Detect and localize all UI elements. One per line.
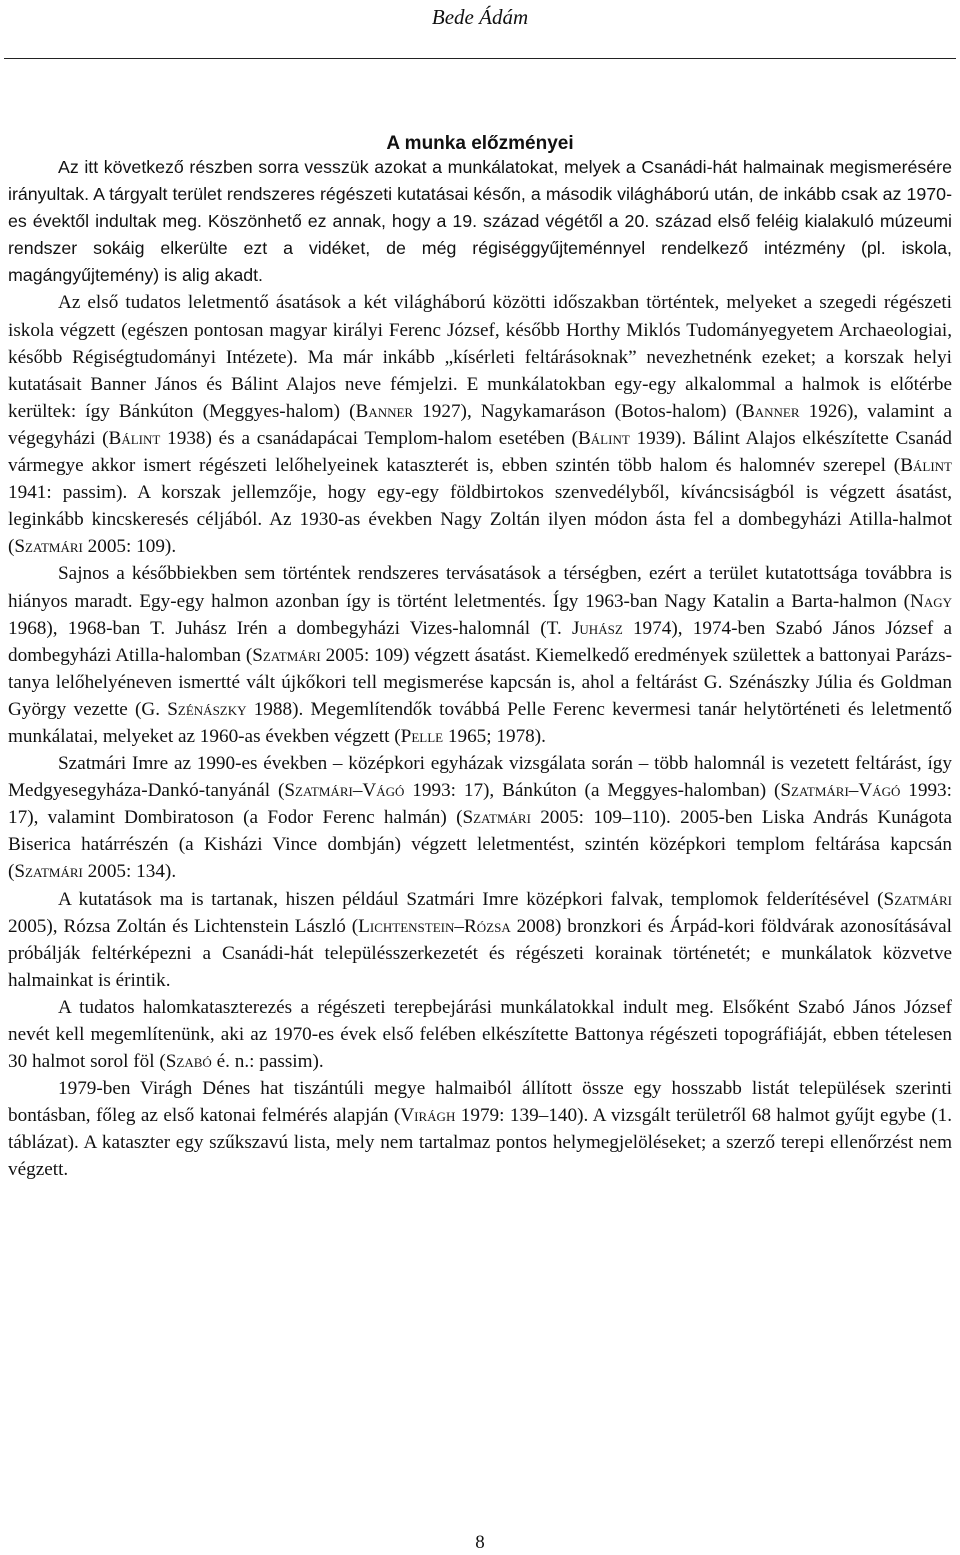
citation-author: Bálint	[900, 455, 952, 477]
citation-author: Virágh	[400, 1105, 456, 1127]
text-run: 1993: 17), Bánkúton (a Meggyes-halomban) (	[404, 780, 781, 802]
citation-author: Banner	[741, 400, 800, 422]
text-run: 1938) és a csanádapácai Templom-halom esetében (	[160, 427, 578, 449]
header-rule	[4, 58, 956, 59]
text-run: 1939). Bálint Alajos elkészítette Csanád vármegye akkor ismert régészeti lelőhelyeinek kataszterét is, ebben szintén több halom és halomnév szerepel (	[8, 427, 952, 477]
page-number: 8	[475, 1532, 485, 1553]
citation-author: Szatmári–Vágó	[780, 780, 901, 802]
citation-author: Lichtenstein–Rózsa	[358, 915, 511, 937]
text-run: Az első tudatos leletmentő ásatások a két világháború közötti időszakban történtek, melyeket a szegedi régészeti iskola végzett (egészen pontosan magyar királyi Ferenc József, később Horthy Miklós Tudományegyetem Archaeologiai, később Régiségtudományi Intézete). Ma már inkább „kísérleti feltárásoknak” nevezhetnénk ezeket; a korszak helyi kutatásait Banner János és Bálint Alajos neve fémjelzi. E munkálatokban egy-egy alkalommal a halmok is előtérbe kerültek: így Bánkúton (Meggyes-halom) (	[8, 292, 952, 422]
text-run: 1979: 139–140). A vizsgált területről 68 halmot gyűjt egybe (1. táblázat). A kataszter egy szűkszavú lista, mely nem tartalmaz pontos helymegjelöléseket; a szerző terepi ellenőrzést nem végzett.	[8, 1105, 952, 1181]
citation-author: Szatmári	[462, 807, 531, 829]
paragraph-7	[8, 1075, 952, 1183]
text-run: 2005: 109).	[82, 536, 177, 558]
paragraph-6	[8, 994, 952, 1075]
section-title: A munka előzményei	[386, 133, 574, 154]
text-run: Sajnos a későbbiekben sem történtek rendszeres tervásatások a térségben, ezért a terület kutatottsága továbbra is hiányos maradt. Egy-egy halmon azonban így is történt leletmentés. Így 1963-ban Nagy Katalin a Barta-halmon (	[8, 563, 952, 612]
citation-author: Szénászky	[167, 698, 247, 720]
text-run: 1927), Nagykamaráson (Botos-halom) (	[413, 400, 742, 422]
running-header: Bede Ádám	[431, 5, 529, 29]
citation-author: Szatmári	[883, 888, 952, 910]
text-run: 2008) bronzkori és Árpád-kori földvárak azonosításával próbálják feltérképezni a Csanádi-hát településszerkezetét és régészeti korainak történetét; e munkálatok közvetve halmainkat is érintik.	[8, 915, 952, 991]
paragraph-4	[8, 750, 952, 885]
text-run: 2005: 109–110). 2005-ben Liska András Kunágota Biserica határrészén (a Kisházi Vince dombján) végzett leletmentést, szintén középkori templom feltárása kapcsán (	[8, 807, 952, 883]
citation-author: Nagy	[909, 590, 952, 612]
citation-author: Pelle	[400, 725, 444, 747]
text-run: 1979-ben Virágh Dénes hat tiszántúli megye halmaiból állított össze egy hosszabb listát települések szerinti bontásban, főleg az első katonai felmérés alapján (	[8, 1078, 952, 1127]
text-run: é. n.: passim).	[211, 1051, 324, 1073]
citation-author: Szabó	[165, 1051, 212, 1073]
text-run: A tudatos halomkataszterezés a régészeti terepbejárási munkálatokkal indult meg. Elsőként Szabó János József nevét kell megemlítenünk, aki az 1970-es évek első felében elkészítette Battonya régészeti topográfiáját, ebben tételesen 30 halmot sorol föl (	[8, 996, 952, 1073]
citation-author: Bálint	[108, 427, 161, 449]
text-run: 1968), 1968-ban T. Juhász Irén a dombegyházi Vizes-halomnál (T.	[8, 617, 572, 639]
paragraph-1-text: Az itt következő részben sorra vesszük azokat a munkálatokat, melyek a Csanádi-hát halmainak megismerésére irányultak. A tárgyalt terület rendszeres régészeti kutatásai későn, a második világháború után, de inkább csak az 1970-es évektől indultak meg. Köszönhető ez annak, hogy a 19. század végétől a 20. század első feléig kialakuló múzeumi rendszer sokáig elkerülte ezt a vidéket, de még régiséggyűjteménnyel rendelkező intézmény (pl. iskola, magángyűjtemény) is alig akadt.	[8, 157, 952, 286]
text-run: 2005), Rózsa Zoltán és Lichtenstein László (	[8, 915, 359, 937]
paragraph-2	[8, 289, 952, 560]
citation-author: Banner	[355, 400, 414, 422]
citation-author: Szatmári	[14, 536, 83, 558]
citation-author: Szatmári–Vágó	[284, 780, 405, 802]
paragraph-3	[8, 560, 952, 750]
citation-author: Szatmári	[252, 644, 321, 666]
text-run: 1941: passim). A korszak jellemzője, hogy egy-egy földbirtokos szenvedélyből, kíváncsiságból is végzett ásatást, leginkább kincskeresés céljából. Az 1930-as években Nagy Zoltán ilyen módon ásta fel a dombegyházi Atilla-halmot (	[8, 482, 952, 558]
text-run: 1988). Megemlítendők továbbá Pelle Ferenc kevermesi tanár helytörténeti és leletmentő munkálatai, melyeket az 1960-as években végzett (	[8, 698, 952, 747]
citation-author: Juhász	[571, 617, 623, 639]
text-run: 1993: 17), valamint Dombiratoson (a Fodor Ferenc halmán) (	[8, 780, 952, 829]
text-run: 1974), 1974-ben Szabó János József a dombegyházi Atilla-halomban (	[8, 617, 952, 666]
citation-author: Szatmári	[14, 861, 83, 883]
paragraph-1	[8, 154, 952, 289]
text-run: A kutatások ma is tartanak, hiszen például Szatmári Imre középkori falvak, templomok felderítésével (	[58, 888, 884, 910]
text-run: 1926), valamint a végegyházi (	[8, 400, 952, 449]
text-run: Szatmári Imre az 1990-es években – középkori egyházak vizsgálata során – több halomnál is vezetett feltárást, így Medgyesegyháza-Dankó-tanyánál (	[8, 753, 952, 802]
text-run: 2005: 109) végzett ásatást. Kiemelkedő eredmények születtek a battonyai Parázs-tanya lelőhelyéneven ismertté vált újkőkori tell megismerése kapcsán is, ahol a feltárást G. Szénászky Júlia és Goldman György vezette (G.	[8, 644, 952, 720]
text-run: 1965; 1978).	[443, 725, 546, 747]
body-text	[8, 154, 952, 1184]
paragraph-5	[8, 886, 952, 994]
text-run: 2005: 134).	[82, 861, 177, 883]
citation-author: Bálint	[578, 427, 630, 449]
